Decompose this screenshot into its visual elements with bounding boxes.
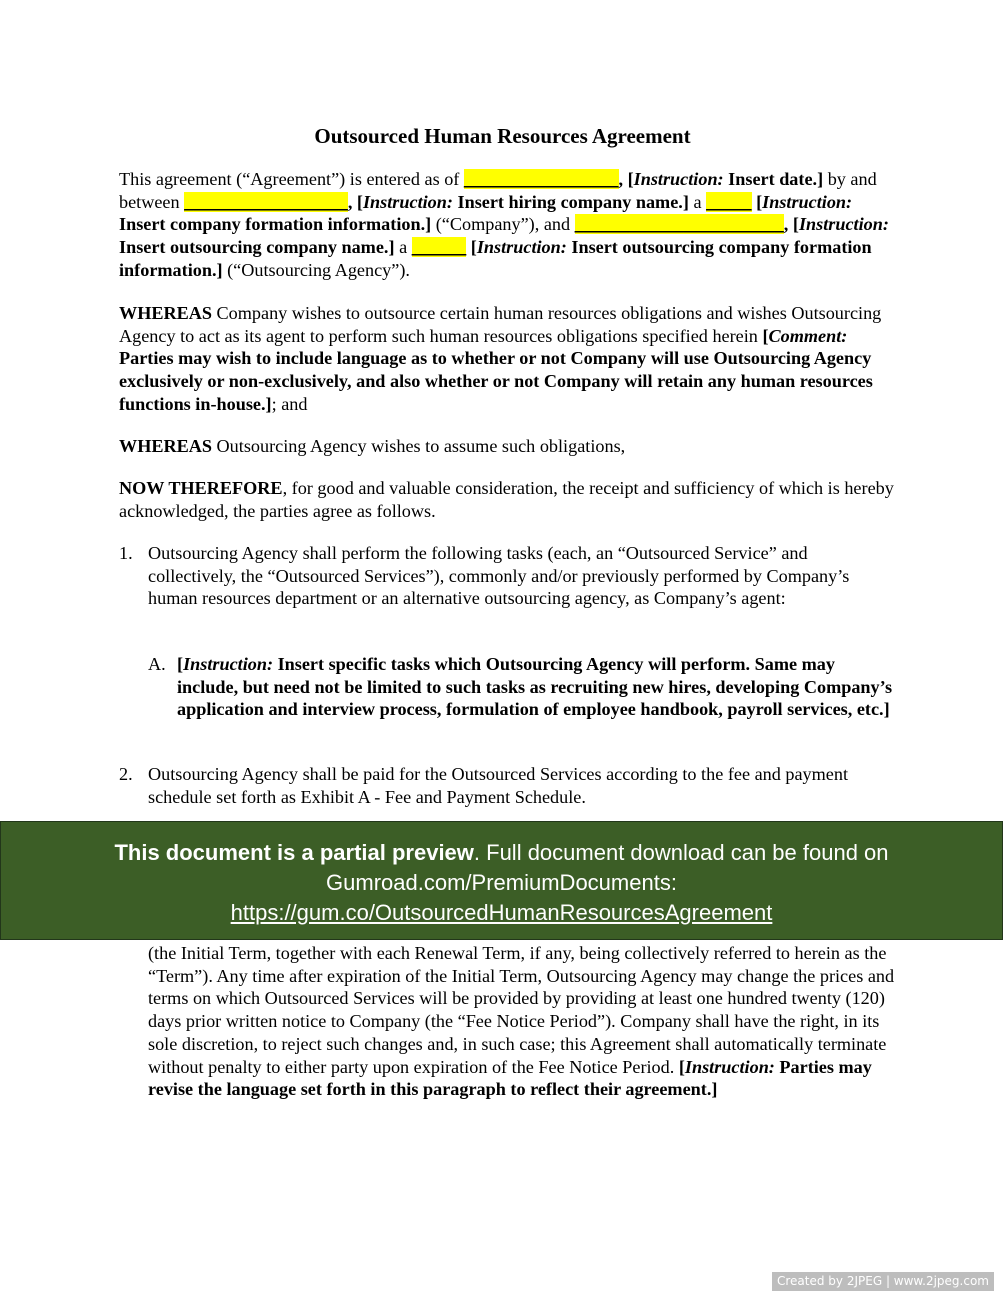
bracket-open: [	[678, 1056, 685, 1077]
banner-download-link[interactable]: https://gum.co/OutsourcedHumanResourcesAgreement	[230, 900, 773, 925]
intro-text: This agreement (“Agreement”) is entered as of	[119, 169, 464, 189]
continuation-paragraph	[148, 942, 896, 1101]
banner-text: . Full document download can be found on	[473, 840, 889, 865]
bracket-open: [	[466, 237, 477, 258]
instruction-text: Insert hiring company name.]	[452, 191, 689, 212]
outsourcing-formation-blank: ______	[411, 237, 467, 258]
instruction-label: Instruction:	[362, 191, 453, 212]
comment-label: Comment:	[768, 325, 848, 346]
bracket-open: , [	[618, 169, 634, 189]
item-1a-letter: A.	[148, 654, 166, 674]
instruction-text: Insert outsourcing company formation information.]	[119, 237, 872, 280]
item-1-number: 1.	[119, 543, 133, 563]
instruction-label: Instruction:	[633, 169, 724, 189]
outsourcing-company-blank: _______________________	[574, 214, 784, 235]
item-2-number: 2.	[119, 764, 133, 784]
bracket-open: [	[177, 654, 184, 674]
bracket-open: [	[762, 325, 769, 346]
instruction-text: Insert company formation information.]	[119, 214, 432, 235]
preview-banner	[0, 821, 1003, 940]
instruction-label: Instruction:	[476, 237, 567, 258]
intro-text: (“Outsourcing Agency”).	[222, 259, 410, 280]
bracket-open: [	[751, 191, 763, 212]
whereas-text: Company wishes to outsource certain human resources obligations and wishes Outsourcing Agency to act as its agent to perform such human resources obligations specified herein	[119, 303, 882, 346]
intro-text: by and between	[119, 169, 877, 212]
whereas-tail: ; and	[271, 393, 308, 414]
hiring-company-blank: __________________	[184, 191, 348, 212]
instruction-label: Instruction:	[183, 654, 274, 674]
instruction-label: Instruction:	[684, 1056, 775, 1077]
document-title: Outsourced Human Resources Agreement	[314, 124, 691, 148]
whereas-lead: WHEREAS	[119, 436, 212, 456]
intro-text: a	[394, 237, 412, 258]
whereas-paragraph-2	[119, 435, 894, 458]
comment-text: Parties may wish to include language as to whether or not Company will use Outsourcing Agency exclusively or non-exclusively, and also whether or not Company will retain any human resources functions in-house.]	[119, 348, 873, 414]
instruction-text: Insert date.]	[723, 169, 824, 189]
company-formation-blank: _____	[706, 191, 752, 212]
instruction-label: Instruction:	[798, 214, 889, 235]
whereas-paragraph-1	[119, 302, 894, 416]
instruction-text: Parties may revise the language set forth in this paragraph to reflect their agreement.]	[148, 1056, 872, 1100]
intro-paragraph	[119, 168, 894, 282]
date-blank: _________________	[463, 169, 619, 189]
item-2-text: Outsourcing Agency shall be paid for the Outsourced Services according to the fee and payment schedule set forth as Exhibit A - Fee and Payment Schedule.	[148, 764, 848, 807]
instruction-text: Insert outsourcing company name.]	[119, 237, 395, 258]
watermark-label: Created by 2JPEG | www.2jpeg.com	[772, 1272, 994, 1291]
banner-line-1	[1, 838, 1002, 868]
item-1-text: Outsourcing Agency shall perform the following tasks (each, an “Outsourced Service” and collectively, the “Outsourced Services”), commonly and/or previously performed by Company’s human resources department or an alternative outsourcing agency, as Company’s agent:	[148, 543, 850, 609]
whereas-lead: WHEREAS	[119, 303, 212, 323]
bracket-open: , [	[783, 214, 799, 235]
intro-text: (“Company”), and	[431, 214, 575, 235]
now-therefore-paragraph	[119, 477, 894, 522]
instruction-text: Insert specific tasks which Outsourcing Agency will perform. Same may include, but need not be limited to such tasks as recruiting new hires, developing Company’s application and interview process, formulation of employee handbook, payroll services, etc.]	[177, 654, 893, 720]
instruction-label: Instruction:	[762, 191, 853, 212]
intro-text: a	[688, 191, 707, 212]
bracket-open: , [	[347, 191, 363, 212]
whereas-text: Outsourcing Agency wishes to assume such obligations,	[211, 436, 626, 456]
item-1a-instruction	[177, 653, 897, 721]
continuation-text: (the Initial Term, together with each Renewal Term, if any, being collectively referred to herein as the “Term”). Any time after expiration of the Initial Term, Outsourcing Agency may change the prices and terms on which Outsourced Services will be provided by providing at least one hundred twenty (120) days prior written notice to Company (the “Fee Notice Period”). Company shall have the right, in its sole discretion, to reject such changes and, in such case; this Agreement shall automatically terminate without penalty to either party upon expiration of the Fee Notice Period.	[148, 943, 895, 1077]
banner-line-2: Gumroad.com/PremiumDocuments:	[326, 870, 677, 895]
banner-strong-text: This document is a partial preview	[114, 840, 474, 865]
now-therefore-text: , for good and valuable consideration, the receipt and sufficiency of which is hereby acknowledged, the parties agree as follows.	[119, 478, 894, 521]
now-therefore-lead: NOW THEREFORE	[119, 478, 283, 498]
